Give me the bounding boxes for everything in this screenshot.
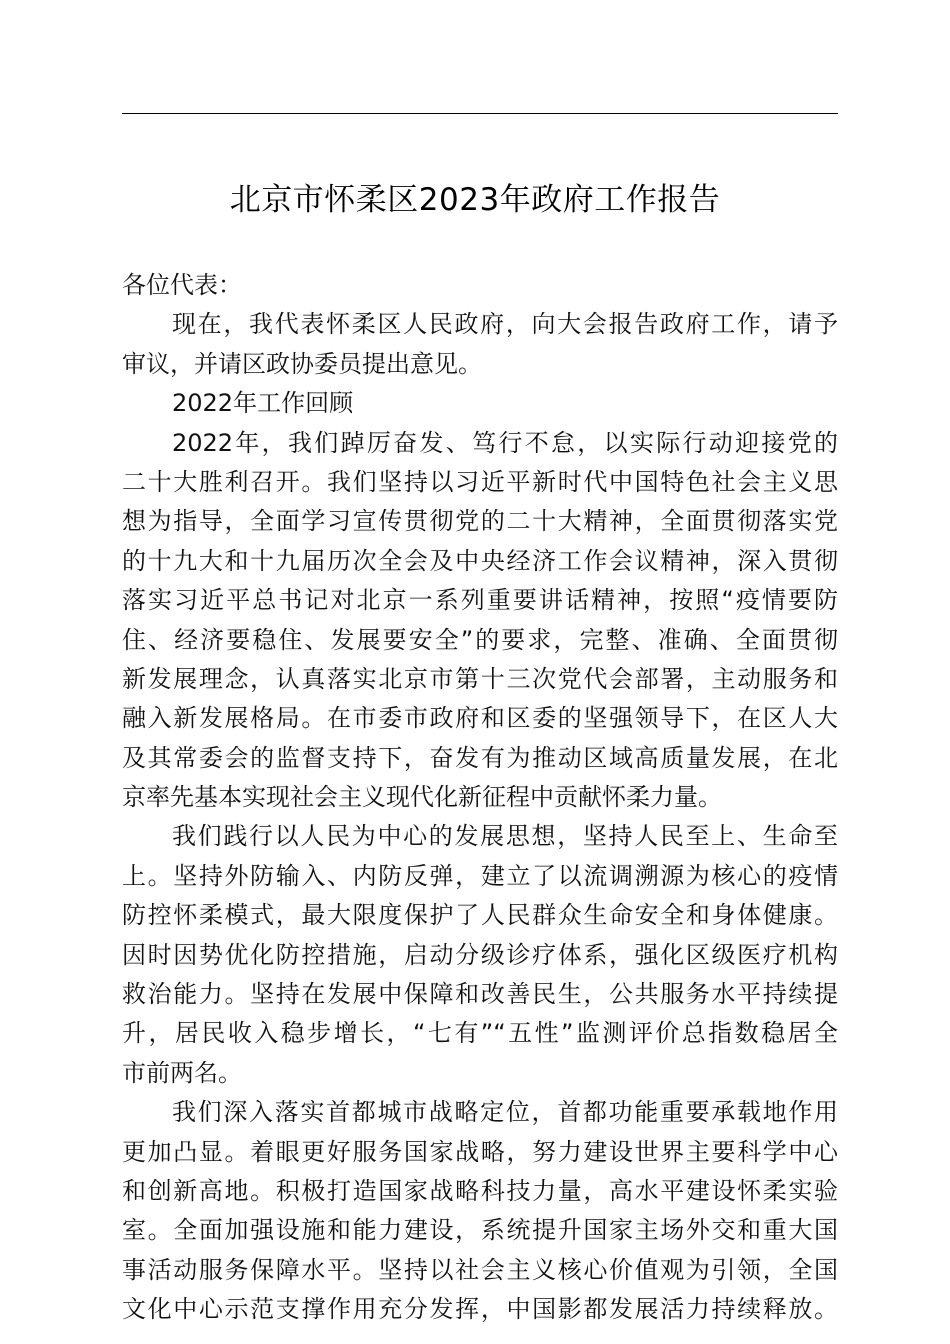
text-line: 防控怀柔模式，最大限度保护了人民群众生命安全和身体健康。 (122, 901, 838, 930)
text-line: 市前两名。 (122, 1058, 242, 1087)
text-line: 事活动服务保障水平。坚持以社会主义核心价值观为引领，全国 (122, 1255, 838, 1284)
header-rule (122, 113, 838, 114)
document-body (122, 266, 838, 1330)
document-title: 北京市怀柔区2023年政府工作报告 (229, 182, 721, 218)
text-line: 各位代表： (122, 271, 242, 299)
text-line: 和创新高地。积极打造国家战略科技力量，高水平建设怀柔实验 (122, 1176, 838, 1205)
text-line: 及其常委会的监督支持下，奋发有为推动区域高质量发展，在北 (122, 743, 838, 772)
text-line: 二十大胜利召开。我们坚持以习近平新时代中国特色社会主义思 (122, 467, 838, 496)
text-line: 升，居民收入稳步增长，“七有”“五性”监测评价总指数稳居全 (122, 1019, 838, 1048)
text-line: 室。全面加强设施和能力建设，系统提升国家主场外交和重大国 (122, 1216, 838, 1245)
text-line: 2022年工作回顾 (172, 389, 354, 418)
text-line: 文化中心示范支撑作用充分发挥，中国影都发展活力持续释放。 (122, 1295, 838, 1324)
text-line: 现在，我代表怀柔区人民政府，向大会报告政府工作，请予 (172, 310, 838, 339)
text-line: 救治能力。坚持在发展中保障和改善民生，公共服务水平持续提 (122, 980, 838, 1009)
text-line: 融入新发展格局。在市委市政府和区委的坚强领导下，在区人大 (122, 704, 838, 733)
text-line: 落实习近平总书记对北京一系列重要讲话精神，按照“疫情要防 (122, 586, 838, 615)
text-line: 更加凸显。着眼更好服务国家战略，努力建设世界主要科学中心 (122, 1137, 838, 1166)
text-line: 的十九大和十九届历次全会及中央经济工作会议精神，深入贯彻 (122, 546, 838, 575)
text-line: 我们深入落实首都城市战略定位，首都功能重要承载地作用 (172, 1098, 838, 1127)
text-line: 我们践行以人民为中心的发展思想，坚持人民至上、生命至 (172, 822, 838, 851)
text-line: 2022年，我们踔厉奋发、笃行不怠，以实际行动迎接党的 (172, 428, 838, 457)
text-line: 京率先基本实现社会主义现代化新征程中贡献怀柔力量。 (122, 783, 722, 812)
text-line: 审议，并请区政协委员提出意见。 (122, 349, 482, 378)
text-line: 新发展理念，认真落实北京市第十三次党代会部署，主动服务和 (122, 664, 838, 693)
text-line: 住、经济要稳住、发展要安全”的要求，完整、准确、全面贯彻 (122, 625, 838, 654)
text-line: 因时因势优化防控措施，启动分级诊疗体系，强化区级医疗机构 (122, 940, 838, 969)
text-line: 想为指导，全面学习宣传贯彻党的二十大精神，全面贯彻落实党 (122, 507, 838, 536)
text-line: 上。坚持外防输入、内防反弹，建立了以流调溯源为核心的疫情 (122, 861, 838, 890)
